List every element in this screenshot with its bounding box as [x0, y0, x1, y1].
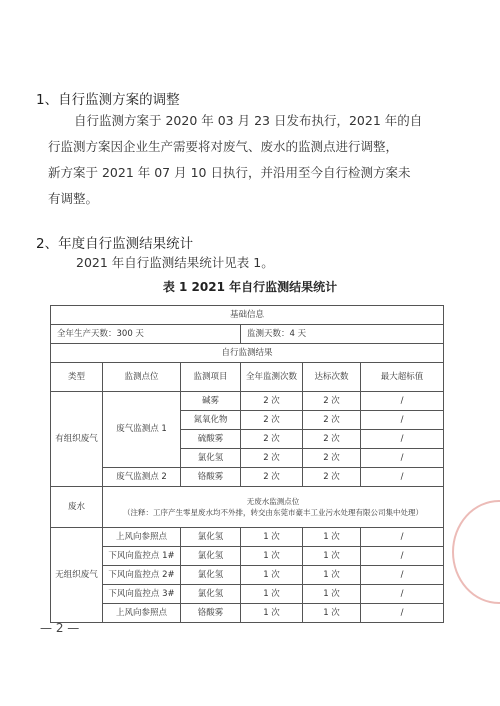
section1-line-4: 有调整。 [48, 191, 99, 206]
item-cell: 氮氧化物 [181, 411, 241, 430]
type-cell: 有组织废气 [51, 392, 103, 487]
max-cell: / [361, 585, 444, 604]
production-days: 全年生产天数：300 天 [51, 325, 241, 344]
pass-cell: 2 次 [303, 468, 361, 487]
pass-cell: 2 次 [303, 411, 361, 430]
basic-info-title: 基础信息 [51, 306, 444, 325]
table-row [51, 528, 444, 547]
col-header: 监测项目 [181, 363, 241, 392]
item-cell: 铬酸雾 [181, 604, 241, 623]
results-title: 自行监测结果 [51, 344, 444, 363]
point-cell: 下风向监控点 2# [103, 566, 181, 585]
pass-cell: 2 次 [303, 449, 361, 468]
section1-line-2: 行监测方案因企业生产需要将对废气、废水的监测点进行调整， [48, 139, 399, 154]
item-cell: 氯化氢 [181, 449, 241, 468]
monitoring-days: 监测天数：4 天 [241, 325, 444, 344]
count-cell: 2 次 [241, 449, 303, 468]
count-cell: 1 次 [241, 604, 303, 623]
max-cell: / [361, 528, 444, 547]
page-number: — 2 — [40, 621, 80, 635]
max-cell: / [361, 468, 444, 487]
max-cell: / [361, 547, 444, 566]
point-cell: 废气监测点 1 [103, 392, 181, 468]
count-cell: 1 次 [241, 547, 303, 566]
pass-cell: 1 次 [303, 604, 361, 623]
point-cell: 废气监测点 2 [103, 468, 181, 487]
col-header: 最大超标值 [361, 363, 444, 392]
count-cell: 2 次 [241, 392, 303, 411]
table-caption: 表 1 2021 年自行监测结果统计 [162, 280, 338, 294]
table-row [51, 392, 444, 411]
pass-cell: 2 次 [303, 392, 361, 411]
count-cell: 2 次 [241, 411, 303, 430]
point-cell: 下风向监控点 1# [103, 547, 181, 566]
count-cell: 1 次 [241, 585, 303, 604]
pass-cell: 2 次 [303, 430, 361, 449]
section1-heading: 1、自行监测方案的调整 [36, 92, 180, 108]
company-seal-stamp [452, 500, 500, 604]
table-row [51, 344, 444, 363]
item-cell: 氯化氢 [181, 566, 241, 585]
point-cell: 下风向监控点 3# [103, 585, 181, 604]
max-cell: / [361, 430, 444, 449]
type-cell: 废水 [51, 487, 103, 528]
table-row [51, 325, 444, 344]
wastewater-line-2: （注释：工序产生零星废水均不外排，转交由东莞市豪丰工业污水处理有限公司集中处理） [123, 508, 423, 517]
count-cell: 2 次 [241, 430, 303, 449]
item-cell: 氯化氢 [181, 585, 241, 604]
max-cell: / [361, 449, 444, 468]
table-row [51, 468, 444, 487]
table-row [51, 585, 444, 604]
table-row [51, 566, 444, 585]
count-cell: 1 次 [241, 566, 303, 585]
wastewater-line-1: 无废水监测点位 [246, 497, 300, 506]
count-cell: 1 次 [241, 528, 303, 547]
point-cell: 上风向参照点 [103, 604, 181, 623]
item-cell: 碱雾 [181, 392, 241, 411]
count-cell: 2 次 [241, 468, 303, 487]
max-cell: / [361, 411, 444, 430]
item-cell: 铬酸雾 [181, 468, 241, 487]
table-row [51, 306, 444, 325]
table-row [51, 547, 444, 566]
pass-cell: 1 次 [303, 528, 361, 547]
table-row [51, 604, 444, 623]
results-table [50, 305, 444, 623]
max-cell: / [361, 392, 444, 411]
point-cell: 上风向参照点 [103, 528, 181, 547]
type-cell: 无组织废气 [51, 528, 103, 623]
item-cell: 硫酸雾 [181, 430, 241, 449]
max-cell: / [361, 604, 444, 623]
section1-line-3: 新方案于 2021 年 07 月 10 日执行，并沿用至今自行检测方案未 [48, 165, 411, 180]
max-cell: / [361, 566, 444, 585]
item-cell: 氯化氢 [181, 528, 241, 547]
section2-heading: 2、年度自行监测结果统计 [36, 236, 194, 252]
col-header: 达标次数 [303, 363, 361, 392]
section2-intro: 2021 年自行监测结果统计见表 1。 [76, 255, 274, 270]
col-header: 全年监测次数 [241, 363, 303, 392]
item-cell: 氯化氢 [181, 547, 241, 566]
table-header-row [51, 363, 444, 392]
pass-cell: 1 次 [303, 566, 361, 585]
col-header: 监测点位 [103, 363, 181, 392]
pass-cell: 1 次 [303, 585, 361, 604]
section1-line-1: 自行监测方案于 2020 年 03 月 23 日发布执行，2021 年的自 [74, 113, 423, 128]
wastewater-note [103, 487, 444, 528]
pass-cell: 1 次 [303, 547, 361, 566]
table-row [51, 487, 444, 528]
col-header: 类型 [51, 363, 103, 392]
